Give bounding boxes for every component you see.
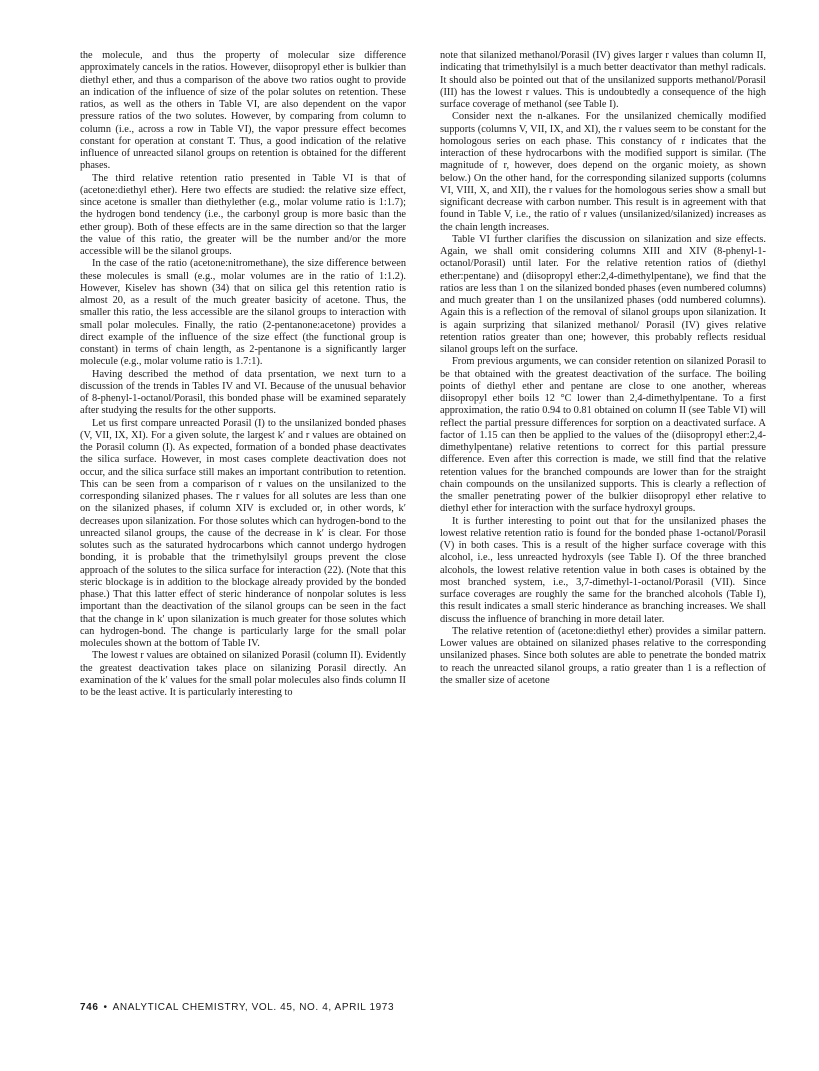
page-footer: [80, 1002, 394, 1013]
left-column: [80, 50, 406, 699]
paragraph: In the case of the ratio (acetone:nitromethane), the size difference between these molecules is small (e.g., molar volumes are in the ratio of 1:1.2). However, Kiselev has shown (34) that on silica gel this retention ratio is almost 20, as a result of the much greater basicity of acetone. Thus, the smaller this ratio, the less accessible are the silanol groups to interaction with small polar molecules. Finally, the ratio (2-pentanone:acetone) provides a direct example of the influence of the size effect (the functional group is constant) in terms of chain length, as 2-pentanone is a significantly larger molecule (e.g., molar volume ratio is 1.7:1).: [80, 258, 406, 368]
paragraph: The relative retention of (acetone:diethyl ether) provides a similar pattern. Lower values are obtained on silanized phases relative to the corresponding unsilanized phases. Since both solutes are able to penetrate the bonded matrix to reach the unreacted silanol groups, a ratio greater than 1 is a reflection of the smaller size of acetone: [440, 625, 766, 686]
page-number: 746: [80, 1002, 99, 1013]
paragraph: Having described the method of data prsentation, we next turn to a discussion of the trends in Tables IV and VI. Because of the unusual behavior of 8-phenyl-1-octanol/Porasil, this bonded phase will be examined separately after studying the results for the other supports.: [80, 368, 406, 417]
paragraph: The lowest r values are obtained on silanized Porasil (column II). Evidently the greatest deactivation takes place on silanizing Porasil directly. An examination of the k′ values for the small polar molecules also finds column II to be the least active. It is particularly interesting to: [80, 650, 406, 698]
paragraph: Consider next the n-alkanes. For the unsilanized chemically modified supports (columns V, VII, IX, and XI), the r values seem to be constant for the homologous series on each phase. This constancy of r indicates that the interaction of these hydrocarbons with the modified support is similar. (The magnitude of r, however, does depend on the organic moiety, as shown below.) On the other hand, for the corresponding silanized supports (columns VI, VIII, X, and XII), the r values for the homologous series show a small but significant decrease with carbon number. This result is in agreement with that found in Table V, i.e., the ratio of r values (unsilanized/silanized) increases as the chain length increases.: [440, 111, 766, 233]
paragraph: The third relative retention ratio presented in Table VI is that of (acetone:diethyl ether). Here two effects are studied: the relative size effect, since acetone is smaller than diethylether (e.g., molar volume ratio is 1:1.7); the hydrogen bond tendency (i.e., the carbonyl group is more basic than the ether group). Both of these effects are in the same direction so that the larger the value of this ratio, the greater will be the number and/or the more accessible will be the silanol groups.: [80, 172, 406, 257]
paragraph: Let us first compare unreacted Porasil (I) to the unsilanized bonded phases (V, VII, IX, XI). For a given solute, the largest k′ and r values are obtained on the Porasil column (I). As expected, formation of a bonded phase deactivates the silica surface. However, in most cases complete deactivation does not occur, and the silica surface still makes an important contribution to retention. This can be seen from a comparison of r values on the unsilanized to the corresponding silanized phases. The r values for all solutes are less than one on the silanized phases, if column XIV is excluded or, in other words, k′ decreases upon silanization. For those solutes which can hydrogen-bond to the unreacted silanol groups, the cause of the decrease in k′ is clear. For those solutes such as the saturated hydrocarbons which cannot undergo hydrogen bonding, it is probable that the trimethylsilyl groups prevent the close approach of the solutes to the silica surface for interaction (22). (Note that this steric blockage is in addition to the blockage already provided by the bonded phase.) That this latter effect of steric hinderance of nonpolar solutes is less important than the deactivation of the silanol groups can be seen in the fact that the change in k′ upon silanization is much greater for those solutes which can hydrogen-bond. The change is particularly large for the small polar molecules shown at the bottom of Table IV.: [80, 417, 406, 649]
journal-citation: ANALYTICAL CHEMISTRY, VOL. 45, NO. 4, APRIL 1973: [112, 1002, 395, 1013]
footer-separator: •: [103, 1002, 108, 1013]
paragraph: From previous arguments, we can consider retention on silanized Porasil to be that obtained with the greatest deactivation of the surface. The boiling points of diethyl ether and pentane are close to one another, whereas diisopropyl ether boils 12 °C lower than 2,4-dimethylpentane. To a first approximation, the ratio 0.94 to 0.81 obtained on column II (see Table VI) will reflect the partial pressure differences for sorption on a deactivated surface. A factor of 1.15 can then be applied to the values of the (diisopropyl ether:2,4-dimethylpentane) relative retentions to correct for this partial pressure difference. Even after this correction is made, we still find that the relative retention values for the branched compounds are lower than for the straight chain compounds on the unsilanized supports. This is clearly a reflection of the smaller penetrating power of the bulkier diisopropyl ether relative to diethyl ether for interaction with the surface hydroxyl groups.: [440, 356, 766, 515]
right-column: [440, 50, 766, 687]
paragraph: note that silanized methanol/Porasil (IV) gives larger r values than column II, indicating that trimethylsilyl is a much better deactivator than methyl radicals. It should also be pointed out that of the unsilanized supports methanol/Porasil (III) has the lowest r values. This is undoubtedly a consequence of the high surface coverage of methanol (see Table I).: [440, 50, 766, 110]
paragraph: It is further interesting to point out that for the unsilanized phases the lowest relative retention ratio is found for the bonded phase 1-octanol/Porasil (V) in both cases. This is a result of the higher surface coverage with this alcohol, i.e., less unreacted hydroxyls (see Table I). Of the three branched alcohols, the lowest relative retention value in both cases is obtained by the most branched system, i.e., 3,7-dimethyl-1-octanol/Porasil (VII). Since surface coverages are roughly the same for the branched alcohols (Table I), this result indicates a small steric hinderance as branching increases. We shall discuss the influence of branching in more detail later.: [440, 515, 766, 625]
paragraph: the molecule, and thus the property of molecular size difference approximately cancels in the ratios. However, diisopropyl ether is bulkier than diethyl ether, and thus a comparison of the above two ratios ought to provide an indication of the influence of size of the polar solutes on retention. These ratios, as well as the others in Table VI, are also dependent on the vapor pressure ratios of the two solutes. However, by comparing from column to column (i.e., across a row in Table VI), the vapor pressure effect becomes constant for operation at constant T. Thus, a good indication of the relative influence of unreacted silanol groups on retention is obtained for the different phases.: [80, 50, 406, 172]
paragraph: Table VI further clarifies the discussion on silanization and size effects. Again, we shall omit considering columns XIII and XIV (8-phenyl-1-octanol/Porasil) until later. For the relative retention ratios of (diethyl ether:pentane) and (diisopropyl ether:2,4-dimethylpentane), we find that the ratios are less than 1 on the silanized bonded phases (even numbered columns) and much greater than 1 on the unsilanized phases (odd numbered columns). Again this is a reflection of the removal of silanol groups upon silanization. It is again surprizing that silanized methanol/ Porasil (IV) gives relative retention ratios greater than one; however, this probably reflects residual silanol groups left on the surface.: [440, 233, 766, 355]
